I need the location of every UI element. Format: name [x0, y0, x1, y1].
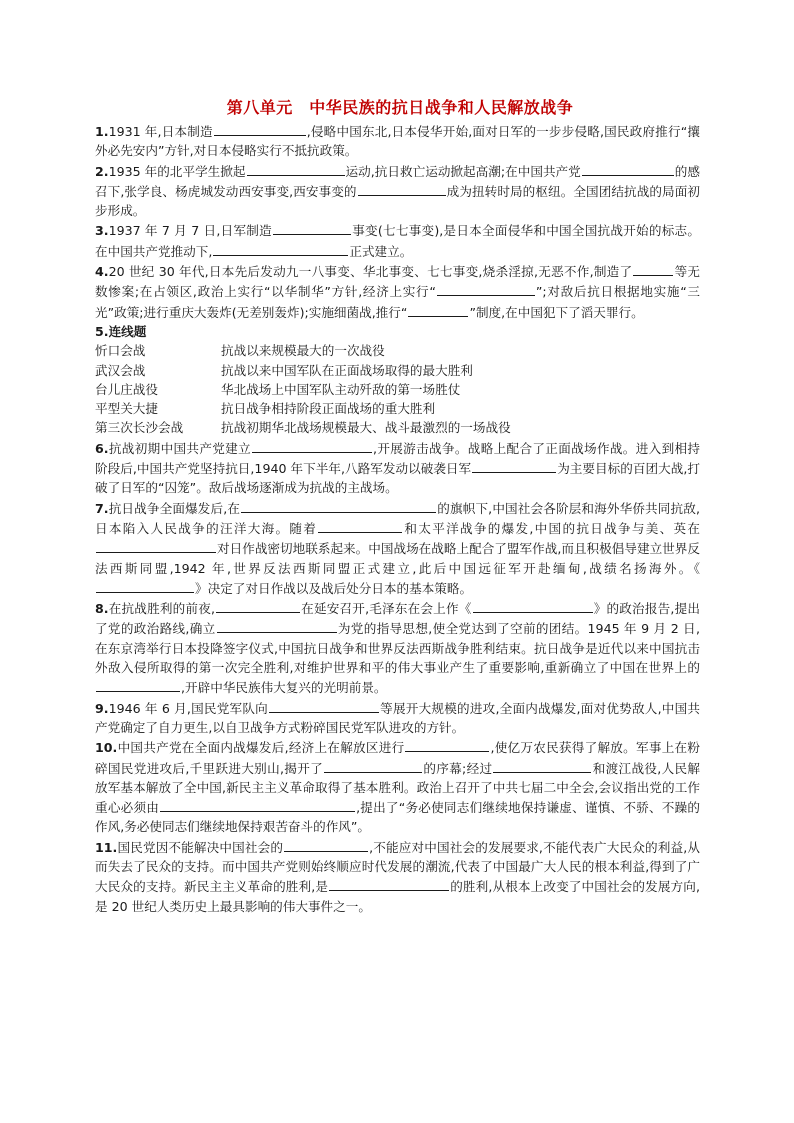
- answer-blank[interactable]: [160, 797, 355, 812]
- question-number: 10.: [95, 740, 118, 756]
- question-8: 8.在抗战胜利的前夜, 在延安召开,毛泽东在会上作《 》的政治报告,提出了党的政治路线,确立 为党的指导思想,使全党达到了空前的团结。1945 年 9 月 2 日,在东京湾举行日本投降签字仪式,中国抗日战争和世界反法西斯战争胜利结束。抗日战争是近代以来中国抗击外敌入侵所取得的第一次完全胜利,对维护世界和平的伟大事业产生了重要影响,重新确立了中国在世界上的,开辟中华民族伟大复兴的光明前景。: [95, 598, 700, 697]
- answer-blank[interactable]: [473, 598, 593, 613]
- question-number: 4.: [95, 264, 109, 280]
- answer-blank[interactable]: [324, 758, 422, 773]
- answer-blank[interactable]: [96, 578, 194, 593]
- question-6: 6.抗战初期中国共产党建立 ,开展游击战争。战略上配合了正面战场作战。进入到相持阶段后,中国共产党坚持抗日,1940 年下半年,八路军发动以破袭日军 为主要目标的百团大战,打破了日军的“囚笼”。敌后战场逐渐成为抗战的主战场。: [95, 438, 700, 498]
- match-right-item[interactable]: 抗战初期华北战场规模最大、战斗最激烈的一场战役: [221, 420, 511, 436]
- match-left-item[interactable]: 平型关大捷: [95, 401, 158, 417]
- answer-blank[interactable]: [216, 598, 300, 613]
- answer-blank[interactable]: [269, 698, 379, 713]
- question-7: 7.抗日战争全面爆发后,在 的旗帜下,中国社会各阶层和海外华侨共同抗敌,日本陷入人民战争的汪洋大海。随着 和太平洋战争的爆发,中国的抗日战争与美、英在对日作战密切地联系起来。中国战场在战略上配合了盟军作战,而且积极倡导建立世界反法西斯同盟,1942 年,世界反法西斯同盟正式建立,此后中国远征军开赴缅甸,战绩名扬海外。《》决定了对日作战以及战后处分日本的基本策略。: [95, 498, 700, 598]
- answer-blank[interactable]: [358, 181, 446, 196]
- question-11: 11.国民党因不能解决中国社会的 ,不能应对中国社会的发展要求,不能代表广大民众的利益,从而失去了民众的支持。而中国共产党则始终顺应时代发展的潮流,代表了中国最广大人民的根本利益,得到了广大民众的支持。新民主主义革命的胜利,是 的胜利,从根本上改变了中国社会的发展方向,是 20 世纪人类历史上最具影响的伟大事件之一。: [95, 837, 700, 916]
- match-right-item[interactable]: 华北战场上中国军队主动歼敌的第一场胜仗: [221, 381, 461, 397]
- match-left-item[interactable]: 忻口会战: [95, 343, 146, 359]
- unit-title: 第八单元 中华民族的抗日战争和人民解放战争: [226, 98, 574, 117]
- answer-blank[interactable]: [408, 302, 468, 317]
- answer-blank[interactable]: [493, 758, 591, 773]
- answer-blank[interactable]: [96, 677, 180, 692]
- question-number: 1.: [95, 124, 109, 139]
- answer-blank[interactable]: [633, 261, 673, 276]
- question-number: 5.: [95, 323, 109, 339]
- answer-blank[interactable]: [329, 876, 449, 891]
- answer-blank[interactable]: [217, 618, 337, 633]
- question-number: 7.: [95, 500, 109, 516]
- answer-blank[interactable]: [318, 518, 402, 533]
- match-right-item[interactable]: 抗日战争相持阶段正面战场的重大胜利: [221, 401, 436, 417]
- question-4: 4.20 世纪 30 年代,日本先后发动九一八事变、华北事变、七七事变,烧杀淫掠,无恶不作,制造了 等无数惨案;在占领区,政治上实行“以华制华”方针,经济上实行“ ”;对敌后抗日根据地实施“三光”政策;进行重庆大轰炸(无差别轰炸);实施细菌战,推行“ ”制度,在中国犯下了滔天罪行。: [95, 261, 700, 322]
- question-3: 3.1937 年 7 月 7 日,日军制造 事变(七七事变),是日本全面侵华和中国全国抗战开始的标志。在中国共产党推动下, 正式建立。: [95, 220, 700, 261]
- question-5-label: 5.连线题: [95, 323, 147, 339]
- question-1: 1.1931 年,日本制造 ,侵略中国东北,日本侵华开始,面对日军的一步步侵略,国民政府推行“攘外必先安内”方针,对日本侵略实行不抵抗政策。: [95, 121, 700, 161]
- answer-blank[interactable]: [437, 281, 535, 296]
- matching-table: [95, 341, 700, 437]
- question-number: 8.: [95, 601, 109, 617]
- answer-blank[interactable]: [273, 220, 351, 235]
- answer-blank[interactable]: [213, 241, 348, 256]
- answer-blank[interactable]: [284, 837, 368, 852]
- answer-blank[interactable]: [96, 538, 216, 553]
- question-list: [95, 121, 700, 916]
- question-number: 6.: [95, 440, 109, 456]
- match-left-item[interactable]: 武汉会战: [95, 362, 146, 378]
- answer-blank[interactable]: [241, 498, 436, 513]
- match-right-item[interactable]: 抗战以来规模最大的一次战役: [221, 343, 385, 359]
- question-number: 9.: [95, 700, 109, 716]
- answer-blank[interactable]: [252, 438, 372, 453]
- answer-blank[interactable]: [214, 121, 306, 136]
- match-right-item[interactable]: 抗战以来中国军队在正面战场取得的最大胜利: [221, 362, 473, 378]
- question-9: 9.1946 年 6 月,国民党军队向 等展开大规模的进攻,全面内战爆发,面对优势敌人,中国共产党确定了自力更生,以自卫战争方式粉碎国民党军队进攻的方针。: [95, 698, 700, 738]
- question-number: 2.: [95, 163, 109, 179]
- answer-blank[interactable]: [247, 161, 345, 176]
- question-10: 10.中国共产党在全面内战爆发后,经济上在解放区进行 ,使亿万农民获得了解放。军事上在粉碎国民党进攻后,千里跃进大别山,揭开了 的序幕;经过 和渡江战役,人民解放军基本解放了全中国,新民主主义革命取得了基本胜利。政治上召开了中共七届二中全会,会议指出党的工作重心必须由 ,提出了“务必使同志们继续地保持谦虚、谨慎、不骄、不躁的作风,务必使同志们继续地保持艰苦奋斗的作风”。: [95, 737, 700, 836]
- answer-blank[interactable]: [472, 458, 556, 473]
- question-2: 2.1935 年的北平学生掀起 运动,抗日救亡运动掀起高潮;在中国共产党 的感召下,张学良、杨虎城发动西安事变,西安事变的 成为扭转时局的枢纽。全国团结抗战的局面初步形成。: [95, 161, 700, 221]
- match-left-item[interactable]: 第三次长沙会战: [95, 420, 184, 436]
- answer-blank[interactable]: [582, 161, 674, 176]
- question-number: 11.: [95, 839, 118, 855]
- match-left-item[interactable]: 台儿庄战役: [95, 381, 158, 397]
- question-number: 3.: [95, 223, 109, 239]
- answer-blank[interactable]: [405, 737, 489, 752]
